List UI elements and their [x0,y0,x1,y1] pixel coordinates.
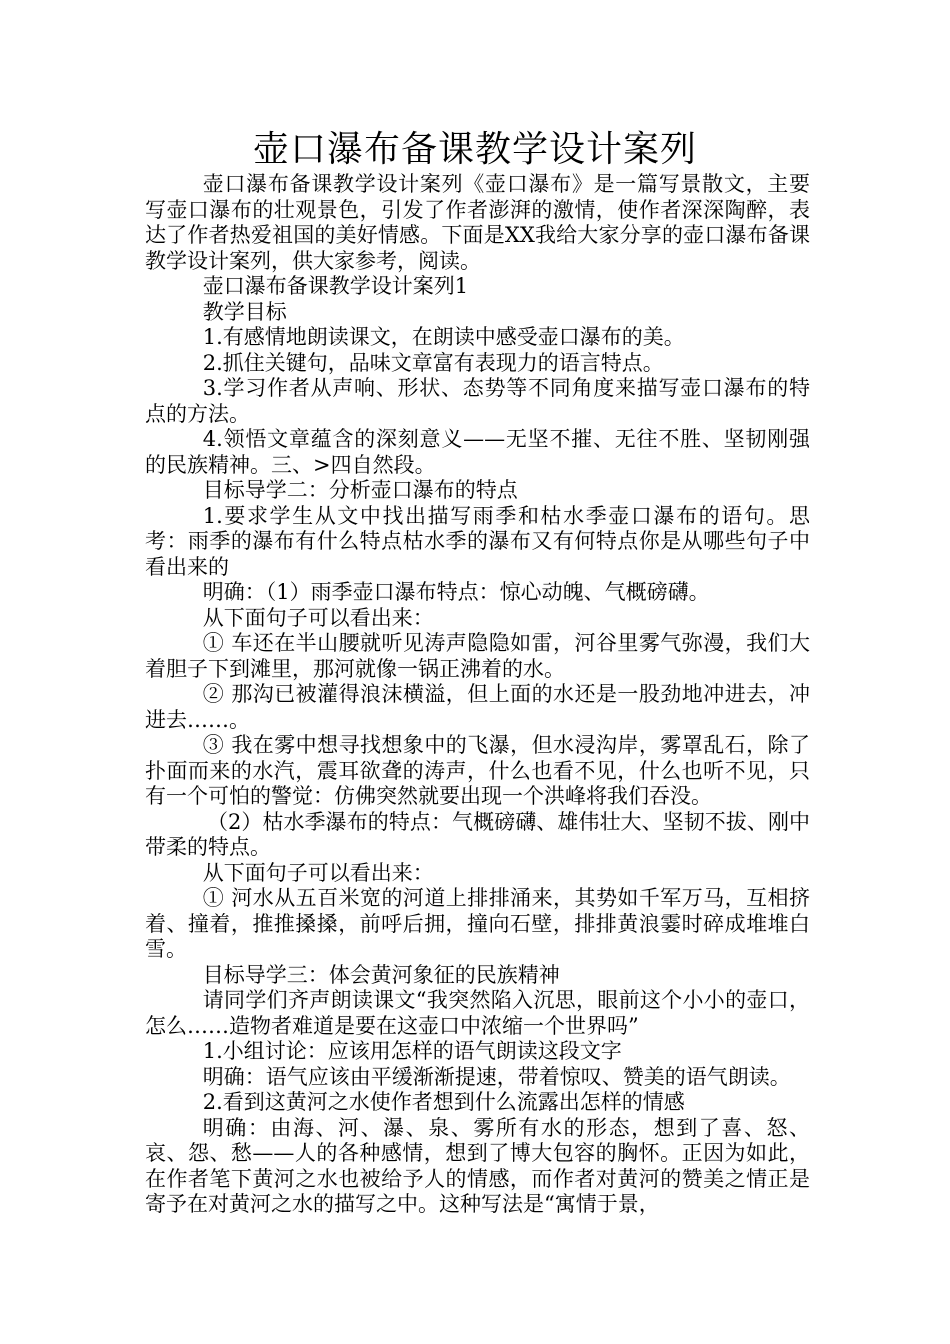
paragraph: 从下面句子可以看出来： [202,860,434,885]
paragraph: 明确：语气应该由平缓渐渐提速，带着惊叹、赞美的语气朗读。 [202,1064,791,1089]
document-title: 壶口瀑布备课教学设计案列 [252,129,697,170]
paragraph: 教学目标 [202,299,287,324]
paragraph: 壶口瀑布备课教学设计案列《壶口瀑布》是一篇写景散文，主要写壶口瀑布的壮观景色，引发了作者澎湃的激情，使作者深深陶醉，表达了作者热爱祖国的美好情感。下面是XX我给大家分享的壶口瀑布备课教学设计案列，供大家参考，阅读。 [145,172,810,273]
paragraph: 1.小组讨论：应该用怎样的语气朗读这段文字 [202,1039,622,1063]
paragraph: 壶口瀑布备课教学设计案列1 [202,274,469,298]
paragraph: ① 河水从五百米宽的河道上排排涌来，其势如千军万马，互相挤着、撞着，推推搡搡，前呼后拥，撞向石壁，排排黄浪霎时碎成堆堆白雪。 [145,886,810,961]
paragraph: ① 车还在半山腰就听见涛声隐隐如雷，河谷里雾气弥漫，我们大着胆子下到滩里，那河就像一锅正沸着的水。 [145,631,810,681]
paragraph: 2.看到这黄河之水使作者想到什么流露出怎样的情感 [202,1090,685,1114]
paragraph: 从下面句子可以看出来： [202,605,434,630]
paragraph: 2.抓住关键句，品味文章富有表现力的语言特点。 [202,350,664,375]
paragraph: ② 那沟已被灌得浪沫横溢，但上面的水还是一股劲地冲进去，冲进去……。 [145,682,810,732]
paragraph: 1.有感情地朗读课文，在朗读中感受壶口瀑布的美。 [202,325,685,349]
paragraph: 3.学习作者从声响、形状、态势等不同角度来描写壶口瀑布的特点的方法。 [145,376,810,426]
paragraph: 明确：由海、河、瀑、泉、雾所有水的形态，想到了喜、怒、哀、怨、愁——人的各种感情，想到了博大包容的胸怀。正因为如此，在作者笔下黄河之水也被给予人的情感，而作者对黄河的赞美之情正是寄予在对黄河之水的描写之中。这种写法是“寓情于景， [145,1115,810,1216]
paragraph: （2）枯水季瀑布的特点：气概磅礴、雄伟壮大、坚韧不拔、刚中带柔的特点。 [145,809,810,859]
paragraph: 目标导学二：分析壶口瀑布的特点 [202,478,518,502]
paragraph: 明确：（1）雨季壶口瀑布特点：惊心动魄、气概磅礴。 [202,580,710,604]
document-body [145,172,810,1218]
paragraph: 1.要求学生从文中找出描写雨季和枯水季壶口瀑布的语句。思考：雨季的瀑布有什么特点枯水季的瀑布又有何特点你是从哪些句子中看出来的 [145,503,810,579]
paragraph: 请同学们齐声朗读课文“我突然陷入沉思，眼前这个小小的壶口，怎么……造物者难道是要在这壶口中浓缩一个世界吗” [145,988,810,1038]
paragraph: ③ 我在雾中想寻找想象中的飞瀑，但水浸沟岸，雾罩乱石，除了扑面而来的水汽，震耳欲聋的涛声，什么也看不见，什么也听不见，只有一个可怕的警觉：仿佛突然就要出现一个洪峰将我们吞没。 [145,733,810,808]
paragraph: 4.领悟文章蕴含的深刻意义——无坚不摧、无往不胜、坚韧刚强的民族精神。三、>四自然段。 [145,427,810,477]
paragraph: 目标导学三：体会黄河象征的民族精神 [202,962,560,987]
